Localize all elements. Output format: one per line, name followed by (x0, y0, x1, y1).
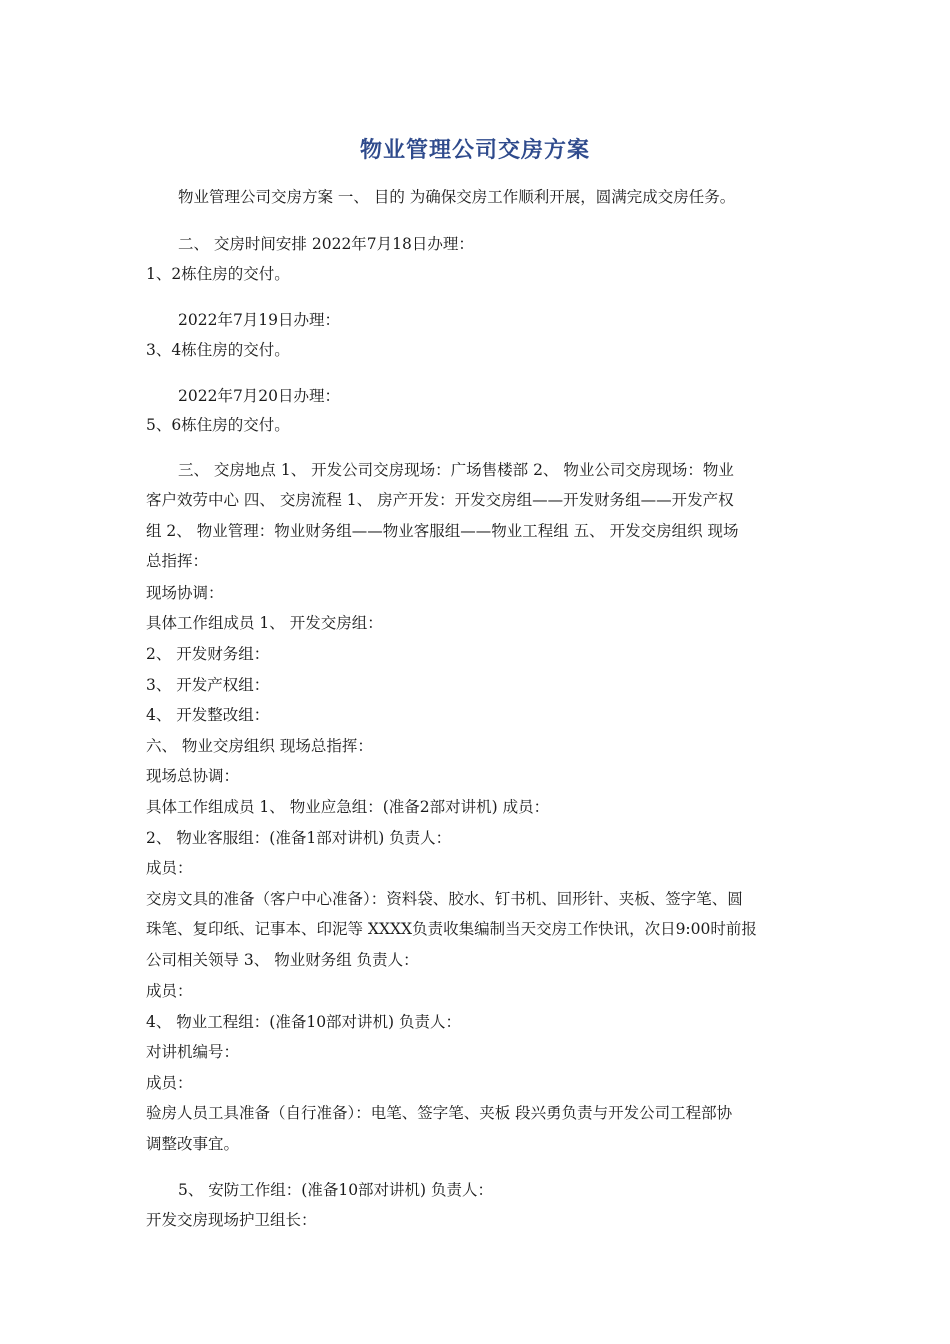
paragraph-line: 组 2、 物业管理：物业财务组——物业客服组——物业工程组 五、 开发交房组织 现场 (146, 522, 739, 540)
paragraph-line: 4、 开发整改组： (146, 706, 270, 724)
paragraph-line: 具体工作组成员 1、 开发交房组： (146, 614, 383, 632)
paragraph-line: 成员： (146, 982, 193, 1000)
paragraph-line: 5、6栋住房的交付。 (146, 416, 290, 434)
paragraph-line: 具体工作组成员 1、 物业应急组：(准备2部对讲机) 成员： (146, 798, 550, 816)
paragraph-line: 开发交房现场护卫组长： (146, 1211, 317, 1229)
paragraph-line: 成员： (146, 859, 193, 877)
paragraph-line: 调整改事宜。 (146, 1135, 240, 1153)
paragraph-line: 客户效劳中心 四、 交房流程 1、 房产开发：开发交房组——开发财务组——开发产权 (146, 491, 734, 509)
paragraph-line: 成员： (146, 1074, 193, 1092)
paragraph-line: 六、 物业交房组织 现场总指挥： (146, 737, 373, 755)
paragraph-line: 2、 物业客服组：(准备1部对讲机) 负责人： (146, 829, 452, 847)
paragraph-line: 二、 交房时间安排 2022年7月18日办理： (178, 235, 474, 253)
paragraph-line: 公司相关领导 3、 物业财务组 负责人： (146, 951, 419, 969)
paragraph-line: 珠笔、复印纸、记事本、印泥等 XXXX负责收集编制当天交房工作快讯，次日9:00时前报 (146, 920, 757, 938)
paragraph-line: 三、 交房地点 1、 开发公司交房现场：广场售楼部 2、 物业公司交房现场：物业 (178, 461, 734, 479)
paragraph-line: 现场协调： (146, 584, 224, 602)
paragraph-line: 物业管理公司交房方案 一、 目的 为确保交房工作顺利开展，圆满完成交房任务。 (178, 188, 736, 206)
paragraph-line: 3、4栋住房的交付。 (146, 341, 290, 359)
paragraph-line: 2022年7月20日办理： (178, 387, 341, 405)
paragraph-line: 验房人员工具准备（自行准备）：电笔、签字笔、夹板 段兴勇负责与开发公司工程部协 (146, 1104, 733, 1122)
document-title: 物业管理公司交房方案 (359, 138, 590, 163)
paragraph-line: 总指挥： (146, 552, 209, 570)
paragraph-line: 3、 开发产权组： (146, 676, 270, 694)
paragraph-line: 1、2栋住房的交付。 (146, 265, 290, 283)
paragraph-line: 现场总协调： (146, 767, 240, 785)
paragraph-line: 4、 物业工程组：(准备10部对讲机) 负责人： (146, 1013, 462, 1031)
paragraph-line: 5、 安防工作组：(准备10部对讲机) 负责人： (178, 1181, 494, 1199)
paragraph-line: 交房文具的准备（客户中心准备）：资料袋、胶水、钉书机、回形针、夹板、签字笔、圆 (146, 890, 743, 908)
paragraph-line: 2、 开发财务组： (146, 645, 270, 663)
paragraph-line: 对讲机编号： (146, 1043, 240, 1061)
paragraph-line: 2022年7月19日办理： (178, 311, 341, 329)
